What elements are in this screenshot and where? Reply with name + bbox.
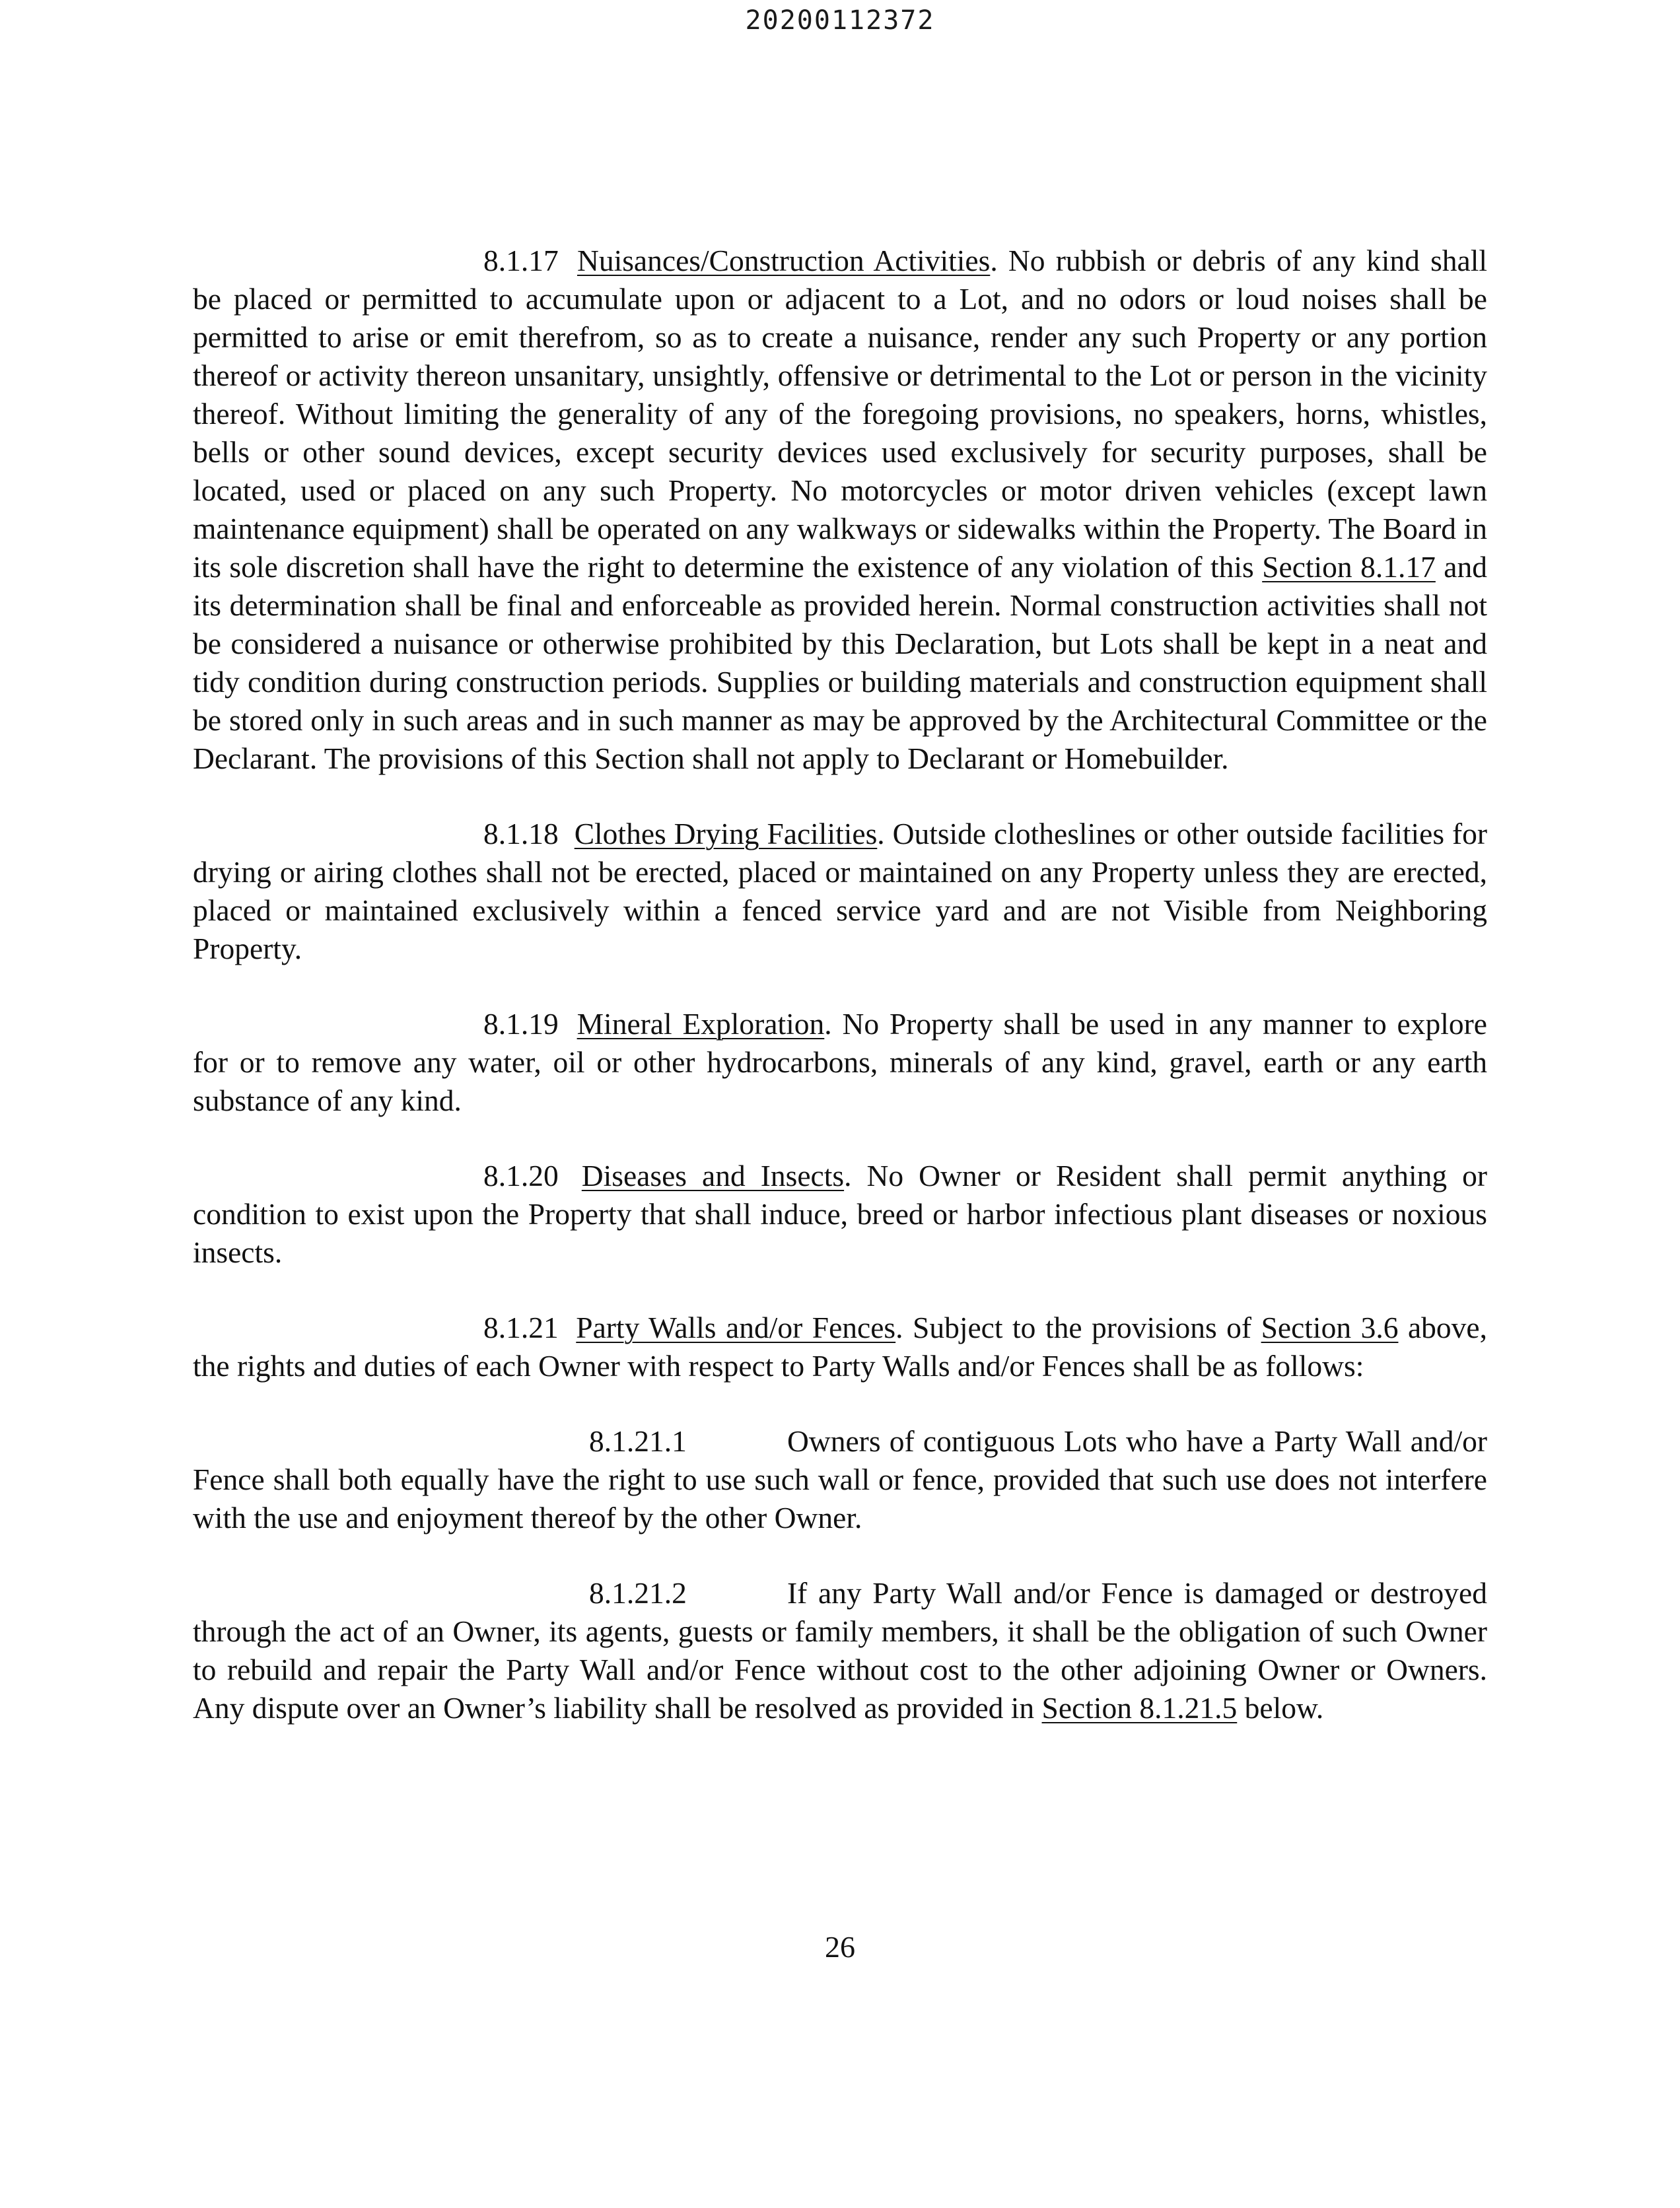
section-8-1-21-2 xyxy=(193,1574,1487,1727)
section-title: Party Walls and/or Fences xyxy=(576,1311,896,1344)
subsection-text: If any Party Wall and/or Fence is damaged or destroyed through the act of an Owner, its agents, guests or family members, it shall be the obligation of such Owner to rebuild and repair the Party Wall and/or Fence without cost to the other adjoining Owner or Owners. Any dispute over an Owner’s liability shall be resolved as provided in xyxy=(193,1576,1487,1725)
subsection-number: 8.1.21.1 xyxy=(589,1424,687,1458)
section-8-1-21-1 xyxy=(193,1422,1487,1537)
section-text: . No Owner or Resident shall permit anything or condition to exist upon the Property that shall induce, breed or harbor infectious plant diseases or noxious insects. xyxy=(193,1159,1488,1269)
subsection-text: Owners of contiguous Lots who have a Party Wall and/or Fence shall both equally have the right to use such wall or fence, provided that such use does not interfere with the use and enjoyment thereof by the other Owner. xyxy=(193,1424,1487,1535)
section-text-continued: and its determination shall be final and enforceable as provided herein. Normal construction activities shall not be considered a nuisance or otherwise prohibited by this Declaration, but Lots shall be kept in a neat and tidy condition during construction periods. Supplies or building materials and construction equipment shall be stored only in such areas and in such manner as may be approved by the Architectural Committee or the Declarant. The provisions of this Section shall not apply to Declarant or Homebuilder. xyxy=(193,550,1487,775)
section-text-continued: above, the rights and duties of each Owner with respect to Party Walls and/or Fences shall be as follows: xyxy=(193,1311,1488,1383)
section-title: Nuisances/Construction Activities xyxy=(577,244,991,277)
section-reference: Section 8.1.17 xyxy=(1262,550,1436,584)
subsection-text-continued: below. xyxy=(1237,1691,1324,1725)
section-reference: Section 3.6 xyxy=(1261,1311,1399,1344)
section-8-1-17 xyxy=(193,242,1487,778)
section-text: . Outside clotheslines or other outside facilities for drying or airing clothes shall not be erected, placed or maintained on any Property unless they are erected, placed or maintained exclusively within a fenced service yard and are not Visible from Neighboring Property. xyxy=(193,817,1488,965)
section-reference: Section 8.1.21.5 xyxy=(1041,1691,1238,1725)
section-title: Mineral Exploration xyxy=(577,1007,825,1041)
section-number: 8.1.21 xyxy=(483,1311,559,1344)
section-text: . No Property shall be used in any manner to explore for or to remove any water, oil or other hydrocarbons, minerals of any kind, gravel, earth or any earth substance of any kind. xyxy=(193,1007,1487,1117)
section-number: 8.1.17 xyxy=(483,244,559,277)
section-number: 8.1.18 xyxy=(483,817,559,850)
section-text: . No rubbish or debris of any kind shall be placed or permitted to accumulate upon or adjacent to a Lot, and no odors or loud noises shall be permitted to arise or emit therefrom, so as to create a nuisance, render any such Property or any portion thereof or activity thereon unsanitary, unsightly, offensive or detrimental to the Lot or person in the vicinity thereof. Without limiting the generality of any of the foregoing provisions, no speakers, horns, whistles, bells or other sound devices, except security devices used exclusively for security purposes, shall be located, used or placed on any such Property. No motorcycles or motor driven vehicles (except lawn maintenance equipment) shall be operated on any walkways or sidewalks within the Property. The Board in its sole discretion shall have the right to determine the existence of any violation of this xyxy=(193,244,1488,584)
page-number: 26 xyxy=(825,1930,855,1964)
section-number: 8.1.19 xyxy=(483,1007,559,1041)
section-title: Diseases and Insects xyxy=(581,1159,845,1192)
section-8-1-19 xyxy=(193,1005,1487,1120)
subsection-number: 8.1.21.2 xyxy=(589,1576,687,1610)
section-text: . Subject to the provisions of xyxy=(895,1311,1261,1344)
section-title: Clothes Drying Facilities xyxy=(574,817,878,850)
section-8-1-20 xyxy=(193,1157,1487,1272)
document-body xyxy=(193,242,1487,1764)
section-8-1-18 xyxy=(193,815,1487,968)
section-8-1-21 xyxy=(193,1309,1487,1385)
section-number: 8.1.20 xyxy=(483,1159,559,1192)
document-number: 20200112372 xyxy=(745,5,935,36)
